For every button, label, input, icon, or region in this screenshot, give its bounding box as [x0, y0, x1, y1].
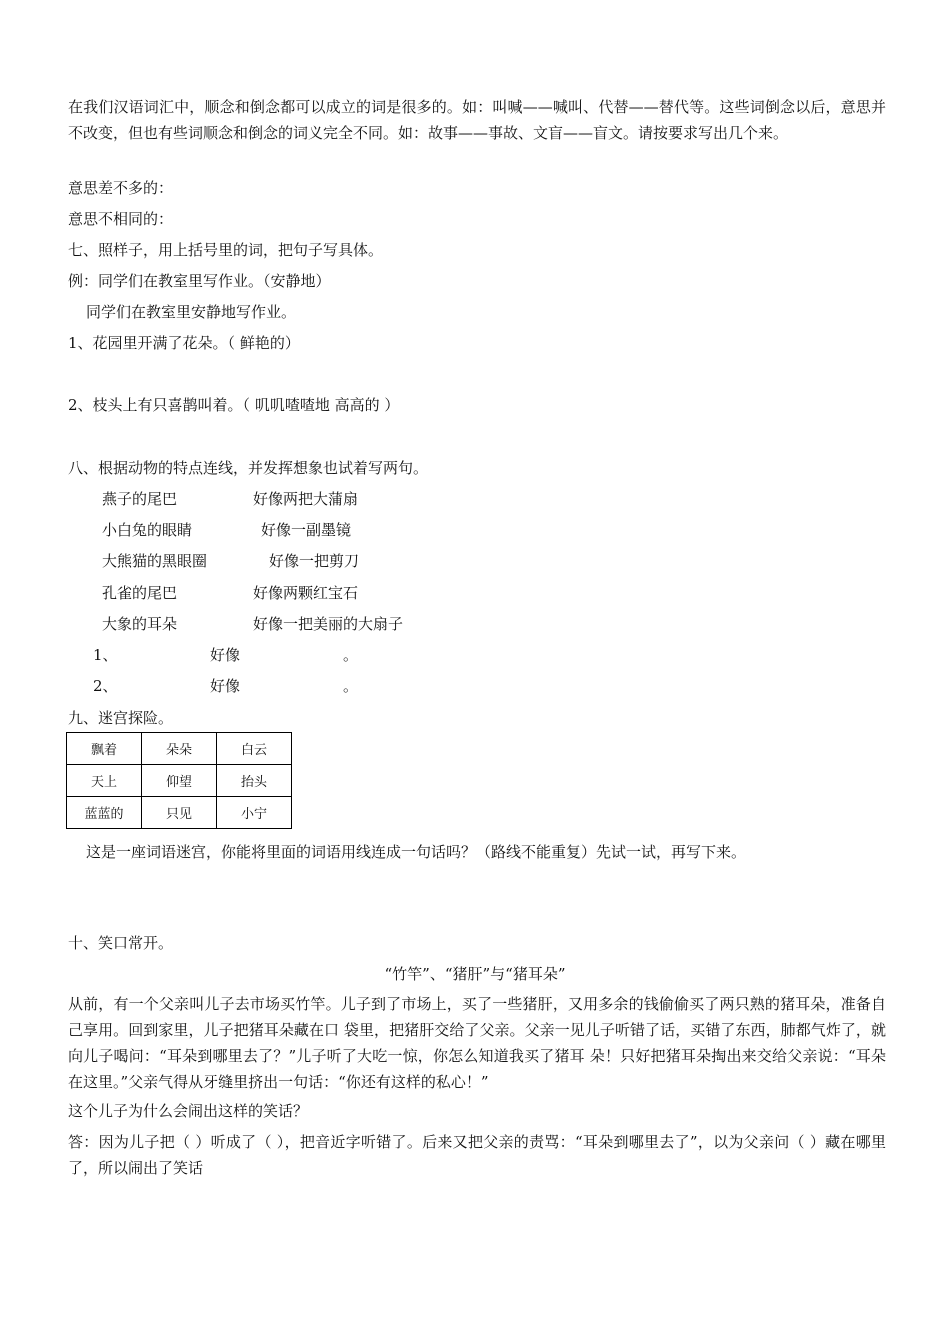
- animal-right-item[interactable]: 好像两颗红宝石: [253, 584, 359, 602]
- maze-cell[interactable]: 白云: [217, 733, 292, 765]
- maze-row: [67, 765, 292, 797]
- maze-cell[interactable]: 朵朵: [142, 733, 217, 765]
- maze-row: [67, 733, 292, 765]
- section9-heading: 九、迷宫探险。: [68, 709, 174, 727]
- story-paragraph: 从前，有一个父亲叫儿子去市场买竹竿。儿子到了市场上，买了一些猪肝，又用多余的钱偷偷买了两只熟的猪耳朵，准备自己享用。回到家里，儿子把猪耳朵藏在口 袋里，把猪肝交给了父亲。父亲一见儿子听错了话，买错了东西，肺都气炸了，就向儿子喝问：“耳朵到哪里去了？”儿子听了大吃一惊，你怎么知道我买了猪耳 朵！只好把猪耳朵掏出来交给父亲说：“耳朵在这里。”父亲气得从牙缝里挤出一句话：“你还有这样的私心！”: [68, 995, 886, 1091]
- maze-cell[interactable]: 天上: [67, 765, 142, 797]
- intro-paragraph: 在我们汉语词汇中，顺念和倒念都可以成立的词是很多的。如：叫喊——喊叫、代替——替代等。这些词倒念以后，意思并不改变，但也有些词顺念和倒念的词义完全不同。如：故事——事故、文盲——盲文。请按要求写出几个来。: [68, 98, 886, 142]
- animal-right-item[interactable]: 好像一副墨镜: [261, 521, 352, 539]
- write-line-1-end: 。: [343, 646, 359, 664]
- section7-example-answer: 同学们在教室里安静地写作业。: [86, 303, 297, 321]
- maze-cell[interactable]: 飘着: [67, 733, 142, 765]
- animal-left-item[interactable]: 孔雀的尾巴: [102, 584, 178, 602]
- animal-left-item[interactable]: 小白兔的眼睛: [102, 521, 193, 539]
- story-question: 这个儿子为什么会闹出这样的笑话？: [68, 1102, 309, 1120]
- similar-meaning-label: 意思差不多的：: [68, 179, 174, 197]
- section8-heading: 八、根据动物的特点连线，并发挥想象也试着写两句。: [68, 459, 429, 477]
- maze-cell[interactable]: 抬头: [217, 765, 292, 797]
- animal-right-item[interactable]: 好像一把美丽的大扇子: [253, 615, 404, 633]
- animal-right-item[interactable]: 好像两把大蒲扇: [253, 490, 359, 508]
- maze-cell[interactable]: 仰望: [142, 765, 217, 797]
- write-line-2-end: 。: [343, 677, 359, 695]
- animal-left-item[interactable]: 大象的耳朵: [102, 615, 178, 633]
- maze-cell[interactable]: 蓝蓝的: [67, 797, 142, 829]
- animal-left-item[interactable]: 燕子的尾巴: [102, 490, 178, 508]
- section7-example: 例：同学们在教室里写作业。（安静地）: [68, 272, 331, 290]
- section9-instruction: 这是一座词语迷宫，你能将里面的词语用线连成一句话吗？（路线不能重复）先试一试，再写下来。: [86, 843, 747, 861]
- section7-heading: 七、照样子，用上括号里的词，把句子写具体。: [68, 241, 384, 259]
- write-line-2-like: 好像: [210, 677, 241, 695]
- word-maze-grid: [66, 732, 292, 829]
- write-line-1-number: 1、: [93, 646, 118, 664]
- story-answer: 答：因为儿子把（ ）听成了（ ），把音近字听错了。后来又把父亲的责骂：“耳朵到哪里去了”，以为父亲问（ ）藏在哪里了，所以闹出了笑话: [68, 1133, 886, 1177]
- section7-question-2: 2、枝头上有只喜鹊叫着。（ 叽叽喳喳地 高高的 ）: [68, 396, 400, 414]
- write-line-2-number: 2、: [93, 677, 118, 695]
- animal-left-item[interactable]: 大熊猫的黑眼圈: [102, 552, 208, 570]
- section7-question-1: 1、花园里开满了花朵。（ 鲜艳的）: [68, 334, 300, 352]
- maze-row: [67, 797, 292, 829]
- write-line-1-like: 好像: [210, 646, 241, 664]
- maze-cell[interactable]: 小宁: [217, 797, 292, 829]
- story-title: “竹竿”、“猪肝”与“猪耳朵”: [384, 965, 566, 983]
- section10-heading: 十、笑口常开。: [68, 934, 174, 952]
- different-meaning-label: 意思不相同的：: [68, 210, 174, 228]
- maze-cell[interactable]: 只见: [142, 797, 217, 829]
- animal-right-item[interactable]: 好像一把剪刀: [269, 552, 360, 570]
